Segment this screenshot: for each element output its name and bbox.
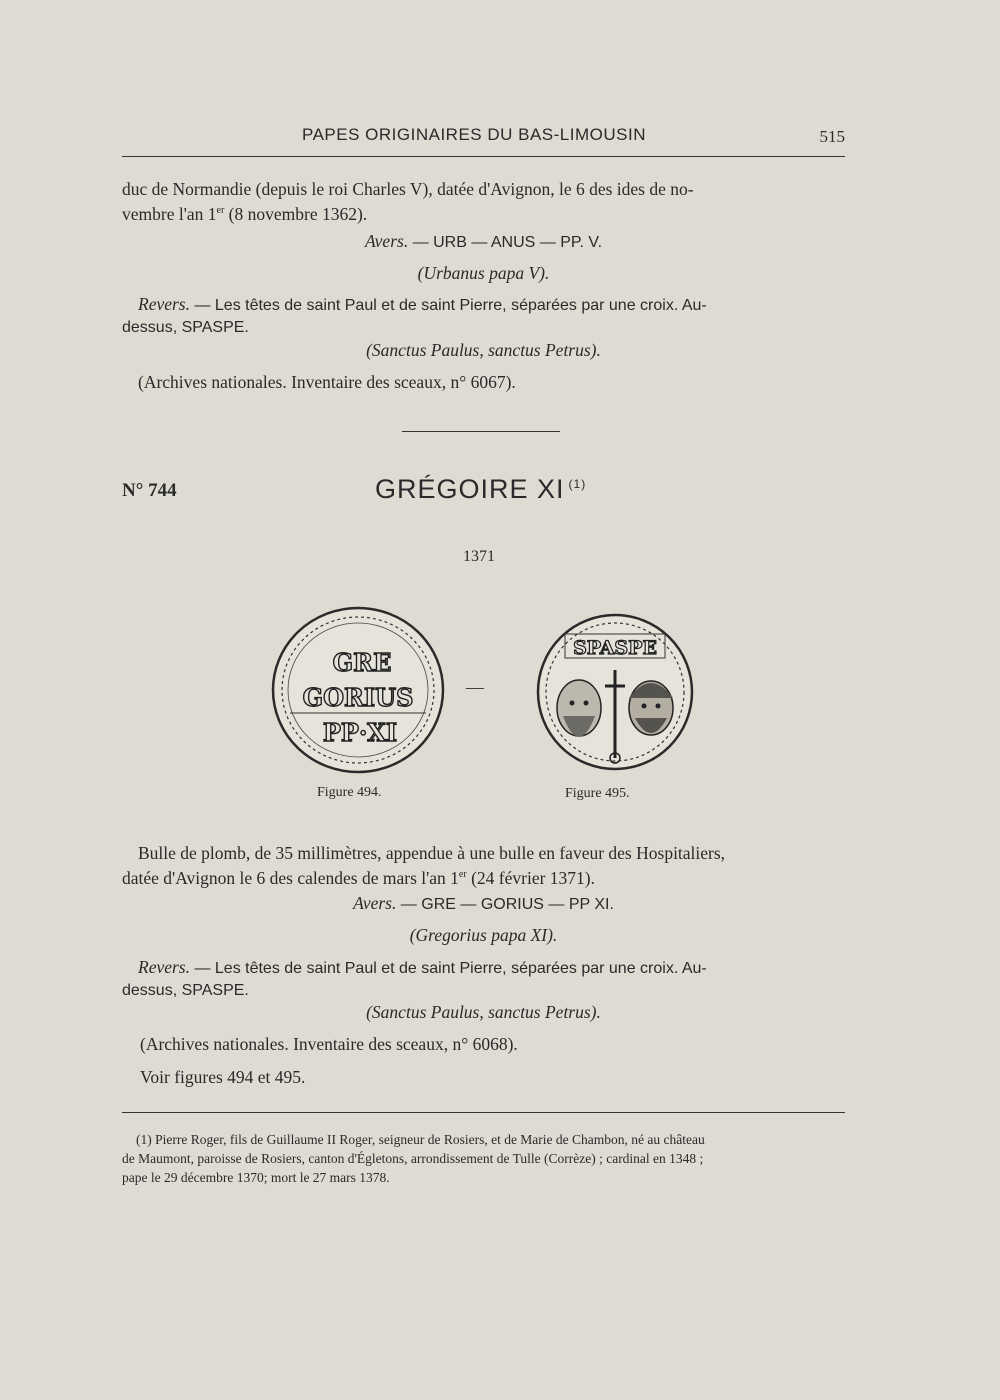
avers-text: — GRE — GORIUS — PP XI. (396, 896, 614, 913)
prev-avers-text: — URB — ANUS — PP. V. (408, 234, 603, 251)
seal-figure-495 (535, 608, 695, 776)
entry-description: Bulle de plomb, de 35 millimètres, appendue à une bulle en faveur des Hospitaliers, datée d'Avignon le 6 des calendes de mars l'an 1er (24 février 1371). (122, 843, 726, 888)
entry-archives: (Archives nationales. Inventaire des sceaux, n° 6068). (140, 1034, 518, 1054)
saint-paul-head (557, 680, 601, 737)
avers-label: Avers. (353, 893, 397, 913)
figure-495-caption: Figure 495. (565, 786, 630, 801)
section-separator (402, 431, 560, 432)
running-head (122, 125, 845, 149)
prev-archives: (Archives nationales. Inventaire des sceaux, n° 6067). (138, 372, 516, 392)
entry-number: N° 744 (122, 480, 177, 501)
seal1-line2: GORIUS (302, 683, 414, 712)
entry-year: 1371 (463, 548, 495, 565)
prev-text-line1: duc de Normandie (depuis le roi Charles V), datée d'Avignon, le 6 des ides de no- (122, 179, 694, 199)
footnote-rule (122, 1112, 845, 1113)
page-number: 515 (819, 127, 845, 146)
revers-label: Revers. (138, 957, 190, 977)
figures-dash: — (466, 677, 484, 697)
footnote-ref: (1) (568, 477, 587, 491)
header-rule (122, 156, 845, 157)
seal-figure-494 (268, 603, 450, 779)
figure-494-caption: Figure 494. (317, 785, 382, 800)
entry-avers (122, 893, 845, 914)
entry-title: GRÉGOIRE XI $^{(1)}$ (375, 474, 587, 504)
saint-pierre-head (629, 681, 673, 735)
prev-avers-label: Avers. (364, 231, 409, 251)
prev-avers-translation: (Urbanus papa V). (417, 263, 550, 283)
prev-revers: Revers. — Les têtes de saint Paul et de saint Pierre, séparées par une croix. Au- dessus, SPASPE. (122, 294, 707, 336)
seal1-line3: PP·XI (322, 718, 398, 747)
footnote (122, 1130, 845, 1187)
prev-revers-translation: (Sanctus Paulus, sanctus Petrus). (366, 340, 601, 360)
running-title: PAPES ORIGINAIRES DU BAS-LIMOUSIN (302, 125, 646, 144)
seal1-line1: GRE (332, 648, 392, 677)
entry-revers-translation: (Sanctus Paulus, sanctus Petrus). (366, 1002, 601, 1022)
seal2-legend: SPASPE (573, 637, 657, 659)
prev-revers-label: Revers. (138, 294, 190, 314)
prev-text-line2: vembre l'an 1er (8 novembre 1362). (122, 203, 368, 224)
footnote-line2: de Maumont, paroisse de Rosiers, canton d'Égletons, arrondissement de Tulle (Corrèze) ; cardinal en 1348 ; (122, 1151, 704, 1166)
prev-avers (122, 231, 845, 252)
entry-revers: Revers. — Les têtes de saint Paul et de saint Pierre, séparées par une croix. Au- dessus, SPASPE. (122, 957, 707, 999)
prev-paragraph (122, 178, 845, 225)
footnote-line1: (1) Pierre Roger, fils de Guillaume II Roger, seigneur de Rosiers, et de Marie de Chambon, né au château (136, 1132, 705, 1147)
entry-voir: Voir figures 494 et 495. (140, 1067, 306, 1087)
entry-avers-translation: (Gregorius papa XI). (409, 925, 558, 945)
footnote-line3: pape le 29 décembre 1370; mort le 27 mars 1378. (122, 1170, 390, 1185)
